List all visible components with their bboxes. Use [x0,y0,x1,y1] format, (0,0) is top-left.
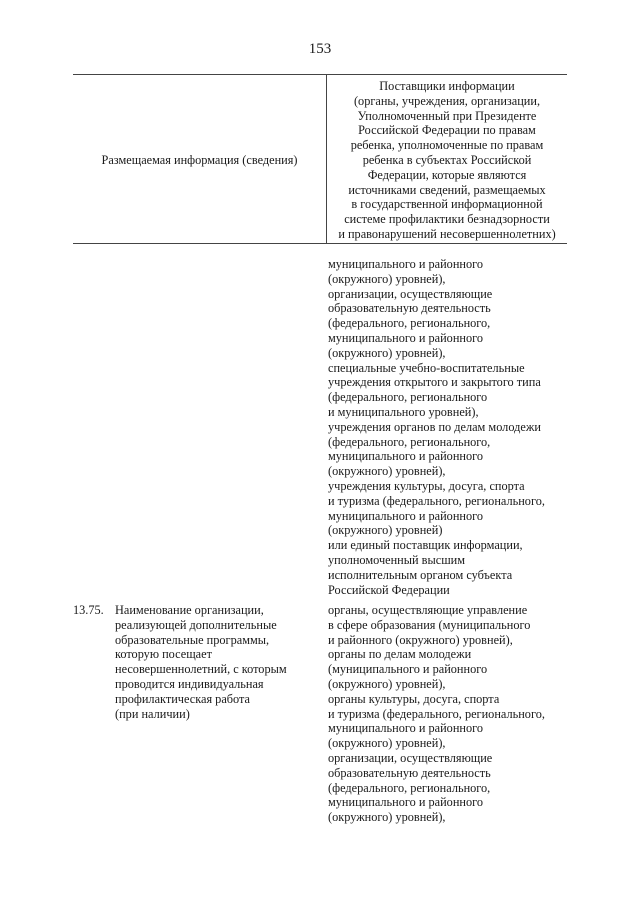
row-providers [328,603,545,825]
text-line: (федерального, регионального [328,390,488,405]
row-number: 13.75. [73,603,104,617]
text-line: проводится индивидуальная [115,676,264,691]
text-line: муниципального и районного [328,795,484,810]
text-line: которую посещает [115,647,212,662]
text-line: Федерации, которые являются [367,167,527,182]
text-line: Российской Федерации по правам [358,123,536,138]
text-line: Российской Федерации [328,582,450,597]
row-description [115,603,287,721]
text-line: муниципального и районного [328,508,484,523]
text-line: (окружного) уровней), [328,345,446,360]
text-line: (окружного) уровней), [328,810,446,825]
text-line: системе профилактики безнадзорности [344,212,550,227]
text-line: (федерального, регионального, [328,434,491,449]
table-header [73,74,567,244]
text-line: в государственной информационной [351,197,543,212]
text-line: и туризма (федерального, регионального, [328,493,545,508]
text-line: несовершеннолетний, с которым [115,662,287,677]
page-number: 153 [308,41,332,57]
header-providers-column [327,79,567,242]
text-line: органы, осуществляющие управление [328,603,528,617]
text-line: (федерального, регионального, [328,316,491,331]
text-line: исполнительным органом субъекта [328,567,513,582]
text-line: ребенка в субъектах Российской [362,152,532,167]
text-line: муниципального и районного [328,449,484,464]
header-info-column: Размещаемая информация (сведения) [101,153,298,167]
text-line: источниками сведений, размещаемых [348,182,546,197]
text-line: (окружного) уровней) [328,523,443,538]
text-line: муниципального и районного [328,721,484,736]
text-line: и муниципального уровней), [328,404,479,419]
text-line: (муниципального и районного [328,662,488,677]
text-line: (федерального, регионального, [328,780,491,795]
text-line: муниципального и районного [328,330,484,345]
text-line: (органы, учреждения, организации, [353,93,541,108]
text-line: Уполномоченный при Президенте [357,108,537,123]
text-line: органы по делам молодежи [328,647,472,662]
text-line: или единый поставщик информации, [328,538,523,553]
text-line: и туризма (федерального, регионального, [328,706,545,721]
text-line: учреждения органов по делам молодежи [328,419,541,434]
text-line: специальные учебно-воспитательные [328,360,525,375]
text-line: в сфере образования (муниципального [328,617,531,632]
text-line: (окружного) уровней), [328,736,446,751]
text-line: образовательные программы, [115,632,270,647]
text-line: ребенка, уполномоченные по правам [350,138,544,153]
text-line: организации, осуществляющие [328,750,493,765]
text-line: реализующей дополнительные [115,617,277,632]
text-line: Наименование организации, [115,603,264,617]
text-line: (окружного) уровней), [328,271,446,286]
text-line: образовательную деятельность [328,301,491,316]
text-line: уполномоченный высшим [328,552,466,567]
text-line: (окружного) уровней), [328,676,446,691]
text-line: и правонарушений несовершеннолетних) [338,226,556,241]
text-line: муниципального и районного [328,257,484,271]
text-line: профилактическая работа [115,691,251,706]
text-line: (окружного) уровней), [328,464,446,479]
text-line: (при наличии) [115,706,190,721]
text-line: организации, осуществляющие [328,286,493,301]
text-line: учреждения открытого и закрытого типа [328,375,541,390]
text-line: учреждения культуры, досуга, спорта [328,478,525,493]
text-line: и районного (окружного) уровней), [328,632,513,647]
text-line: образовательную деятельность [328,765,491,780]
text-line: Поставщики информации [379,79,515,93]
text-line: органы культуры, досуга, спорта [328,691,500,706]
continuation-providers [328,257,545,597]
